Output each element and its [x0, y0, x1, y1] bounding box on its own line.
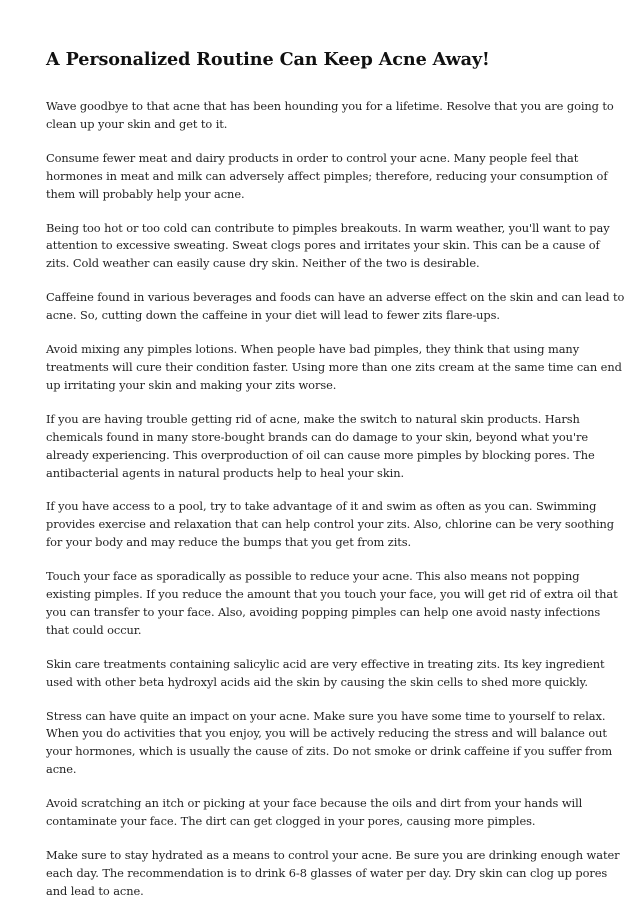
- paragraph-line: them will probably help your acne.: [46, 186, 245, 201]
- paragraph-line: Consume fewer meat and dairy products in order to control your acne. Many people feel that: [46, 150, 579, 165]
- paragraph-line: Avoid mixing any pimples lotions. When people have bad pimples, they think that using many: [46, 342, 580, 357]
- paragraph-line: and lead to acne.: [46, 883, 144, 898]
- paragraph-line: hormones in meat and milk can adversely affect pimples; therefore, reducing your consumption of: [46, 168, 608, 183]
- paragraph-line: Stress can have quite an impact on your acne. Make sure you have some time to yourself to relax.: [46, 708, 606, 723]
- paragraph: [46, 708, 613, 780]
- paragraph-line: antibacterial agents in natural products help to heal your skin.: [46, 465, 405, 480]
- paragraph-line: Touch your face as sporadically as possible to reduce your acne. This also means not popping: [46, 569, 580, 584]
- paragraph-line: acne. So, cutting down the caffeine in your diet will lead to fewer zits flare-ups.: [46, 308, 500, 323]
- paragraph: [46, 795, 592, 831]
- paragraph-line: Wave goodbye to that acne that has been hounding you for a lifetime. Resolve that you are going to: [46, 99, 614, 113]
- paragraph: [46, 150, 608, 204]
- document-page: [46, 48, 625, 917]
- paragraph-line: Make sure to stay hydrated as a means to control your acne. Be sure you are drinking enough water: [46, 848, 620, 862]
- paragraph-line: acne.: [46, 762, 77, 777]
- paragraph: [46, 289, 625, 325]
- paragraph-line: provides exercise and relaxation that can help control your zits. Also, chlorine can be very soothing: [46, 517, 614, 532]
- paragraph-line: Being too hot or too cold can contribute to pimples breakouts. In warm weather, you'll want to pay: [46, 220, 610, 235]
- paragraph-line: already experiencing. This overproduction of oil can cause more pimples by blocking pores. The: [46, 447, 595, 462]
- paragraph-line: attention to excessive sweating. Sweat clogs pores and irritates your skin. This can be a cause of: [46, 238, 600, 253]
- paragraph-line: treatments will cure their condition faster. Using more than one zits cream at the same time can end: [46, 359, 622, 374]
- paragraph: [46, 341, 622, 395]
- paragraph-line: Avoid scratching an itch or picking at your face because the oils and dirt from your hands will: [46, 796, 583, 811]
- paragraph-line: for your body and may reduce the bumps that you get from zits.: [46, 535, 412, 550]
- paragraph-line: your hormones, which is usually the cause of zits. Do not smoke or drink caffeine if you suffer from: [46, 744, 613, 759]
- paragraph: [46, 98, 614, 134]
- paragraph: [46, 847, 620, 901]
- paragraph-line: used with other beta hydroxyl acids aid the skin by causing the skin cells to shed more quickly.: [46, 674, 588, 689]
- paragraph: [46, 656, 605, 692]
- paragraph-line: chemicals found in many store-bought brands can do damage to your skin, beyond what you're: [46, 429, 589, 444]
- paragraph-line: each day. The recommendation is to drink 6-8 glasses of water per day. Dry skin can clog up pores: [46, 865, 608, 880]
- paragraph-line: Caffeine found in various beverages and foods can have an adverse effect on the skin and can lead to: [46, 290, 625, 305]
- paragraph-line: clean up your skin and get to it.: [46, 116, 228, 131]
- document-title: A Personalized Routine Can Keep Acne Away!: [46, 49, 490, 70]
- paragraph-line: zits. Cold weather can easily cause dry skin. Neither of the two is desirable.: [46, 256, 480, 271]
- document-body: [46, 98, 625, 901]
- paragraph-line: If you are having trouble getting rid of acne, make the switch to natural skin products. Harsh: [46, 411, 580, 426]
- paragraph: [46, 568, 618, 640]
- paragraph-line: that could occur.: [46, 622, 142, 637]
- paragraph: [46, 411, 595, 483]
- paragraph-line: contaminate your face. The dirt can get clogged in your pores, causing more pimples.: [46, 814, 536, 829]
- paragraph-line: existing pimples. If you reduce the amount that you touch your face, you will get rid of extra oil that: [46, 587, 618, 602]
- paragraph: [46, 220, 610, 274]
- paragraph-line: When you do activities that you enjoy, you will be actively reducing the stress and will balance out: [46, 726, 607, 741]
- paragraph: [46, 498, 614, 552]
- paragraph-line: If you have access to a pool, try to take advantage of it and swim as often as you can. Swimming: [46, 499, 597, 514]
- paragraph-line: you can transfer to your face. Also, avoiding popping pimples can help one avoid nasty infections: [46, 604, 601, 619]
- paragraph-line: Skin care treatments containing salicylic acid are very effective in treating zits. Its key ingredient: [46, 656, 605, 671]
- paragraph-line: up irritating your skin and making your zits worse.: [46, 377, 337, 392]
